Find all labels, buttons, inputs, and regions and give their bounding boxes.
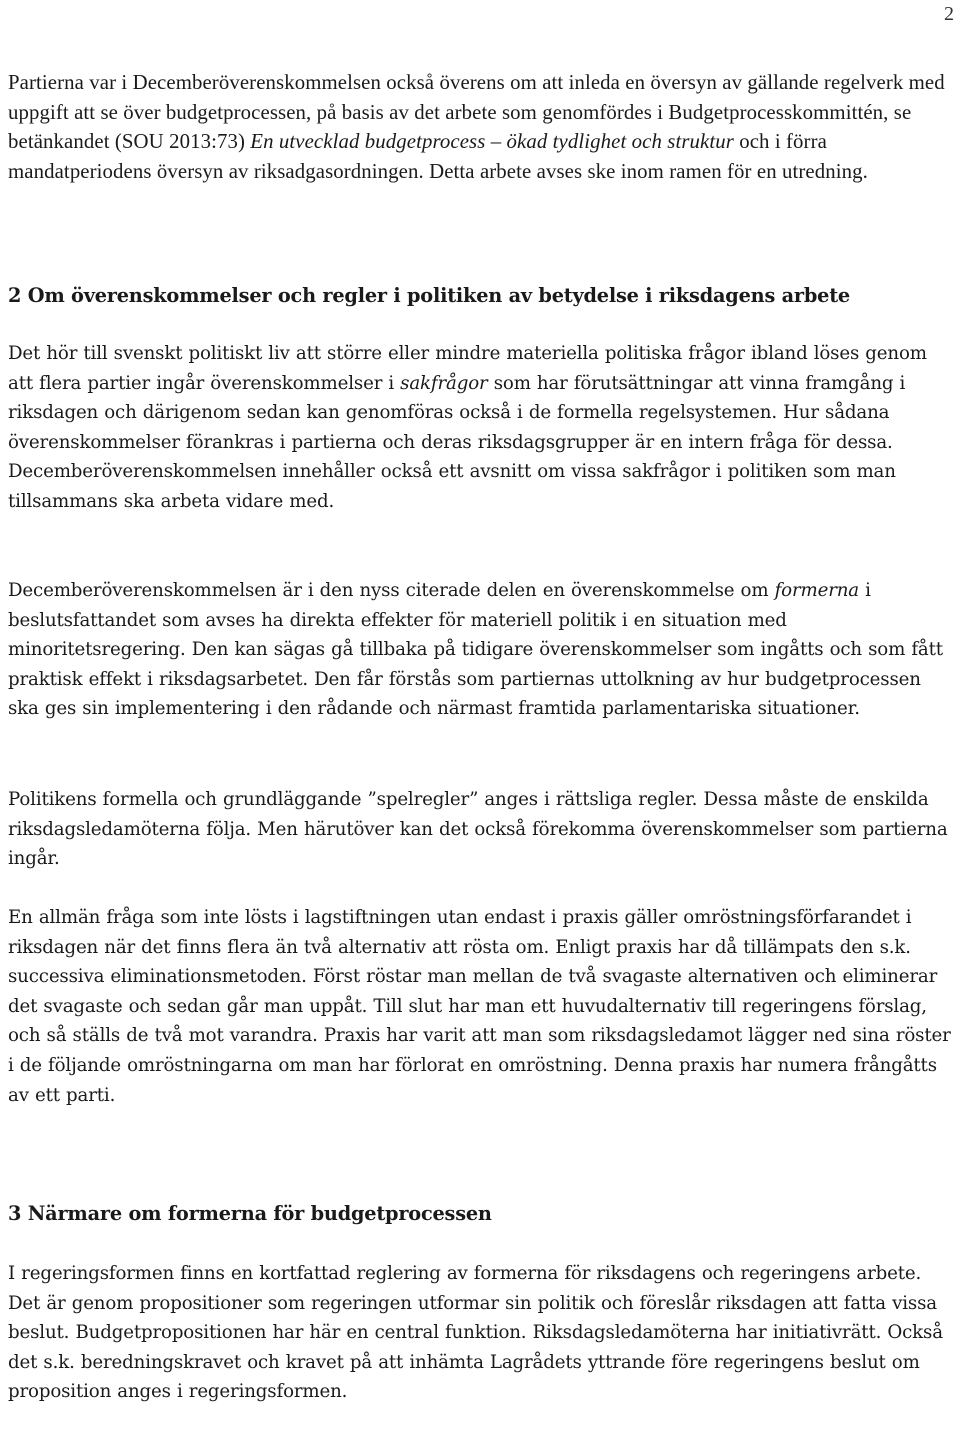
s2p1-italic: sakfrågor: [400, 372, 488, 394]
section-3-paragraph-1: I regeringsformen finns en kortfattad reglering av formerna för riksdagens och regeringens arbete. Det är genom propositioner som regeringen utformar sin politik och föreslår riksdagen att fatta vissa beslut. Budgetpropositionen har här en central funktion. Riksdagsledamöterna har initiativrätt. Också det s.k. beredningskravet och kravet på att inhämta Lagrådets yttrande före regeringens beslut om proposition anges i regeringsformen.: [8, 1263, 943, 1403]
intro-text-1: Partierna var i Decemberöverenskommelsen också överens om att inleda en översyn av gällande regelverk med uppgift att se över budgetprocessen, på basis av det arbete som genomfördes i Budgetprocesskommittén, se betänkandet (SOU 2013:73): [8, 71, 945, 154]
section-2-paragraph-3: Politikens formella och grundläggande ”spelregler” anges i rättsliga regler. Dessa måste de enskilda riksdagsledamöterna följa. Men härutöver kan det också förekomma överenskommelser som partierna ingår.: [8, 789, 948, 870]
s2p2-italic: formerna: [774, 580, 859, 601]
s2p2-text-a: Decemberöverenskommelsen är i den nyss citerade delen en överenskommelse om: [8, 580, 775, 601]
section-3-heading: 3 Närmare om formerna för budgetprocessen: [8, 1202, 492, 1225]
s2p2-text-b: i beslutsfattandet som avses ha direkta effekter för materiell politik i en situation med minoritetsregering. Den kan sägas gå tillbaka på tidigare överenskommelser som ingåtts och som fått praktisk effekt i riksdagsarbetet. Den får förstås som partiernas uttolkning av hur budgetprocessen ska ges sin implementering i den rådande och närmast framtida parlamentariska situationer.: [8, 580, 943, 720]
s2p1-text-a: Det hör till svenskt politiskt liv att större eller mindre materiella politiska frågor ibland löses genom att flera partier ingår överenskommelser i: [8, 343, 927, 394]
intro-italic-title: En utvecklad budgetprocess – ökad tydlighet och struktur: [250, 130, 734, 154]
section-2-paragraph-4: En allmän fråga som inte lösts i lagstiftningen utan endast i praxis gäller omröstningsförfarandet i riksdagen när det finns flera än två alternativ att rösta om. Enligt praxis har då tillämpats den s.k. successiva eliminationsmetoden. Först röstar man mellan de två svagaste alternativen och eliminerar det svagaste och sedan går man uppåt. Till slut har man ett huvudalternativ till regeringens förslag, och så ställs de två mot varandra. Praxis har varit att man som riksdagsledamot lägger ned sina röster i de följande omröstningarna om man har förlorat en omröstning. Denna praxis har numera frångåtts av ett parti.: [8, 907, 951, 1106]
s2p1-text-b: som har förutsättningar att vinna framgång i riksdagen och därigenom sedan kan genomföras också i de formella regelsystemen. Hur sådana överenskommelser förankras i partierna och deras riksdagsgrupper är en intern fråga för dessa. Decemberöverenskommelsen innehåller också ett avsnitt om vissa sakfrågor i politiken som man tillsammans ska arbeta vidare med.: [8, 372, 906, 512]
section-2-paragraph-2: [8, 576, 956, 724]
intro-text-2: och i förra mandatperiodens översyn av riksadgasordningen. Detta arbete avses ske inom ramen för en utredning.: [8, 130, 868, 183]
page-number: 2: [944, 3, 954, 25]
section-2-heading: 2 Om överenskommelser och regler i politiken av betydelse i riksdagens arbete: [8, 284, 850, 307]
intro-paragraph: [8, 68, 954, 186]
section-2-paragraph-1: [8, 339, 956, 517]
